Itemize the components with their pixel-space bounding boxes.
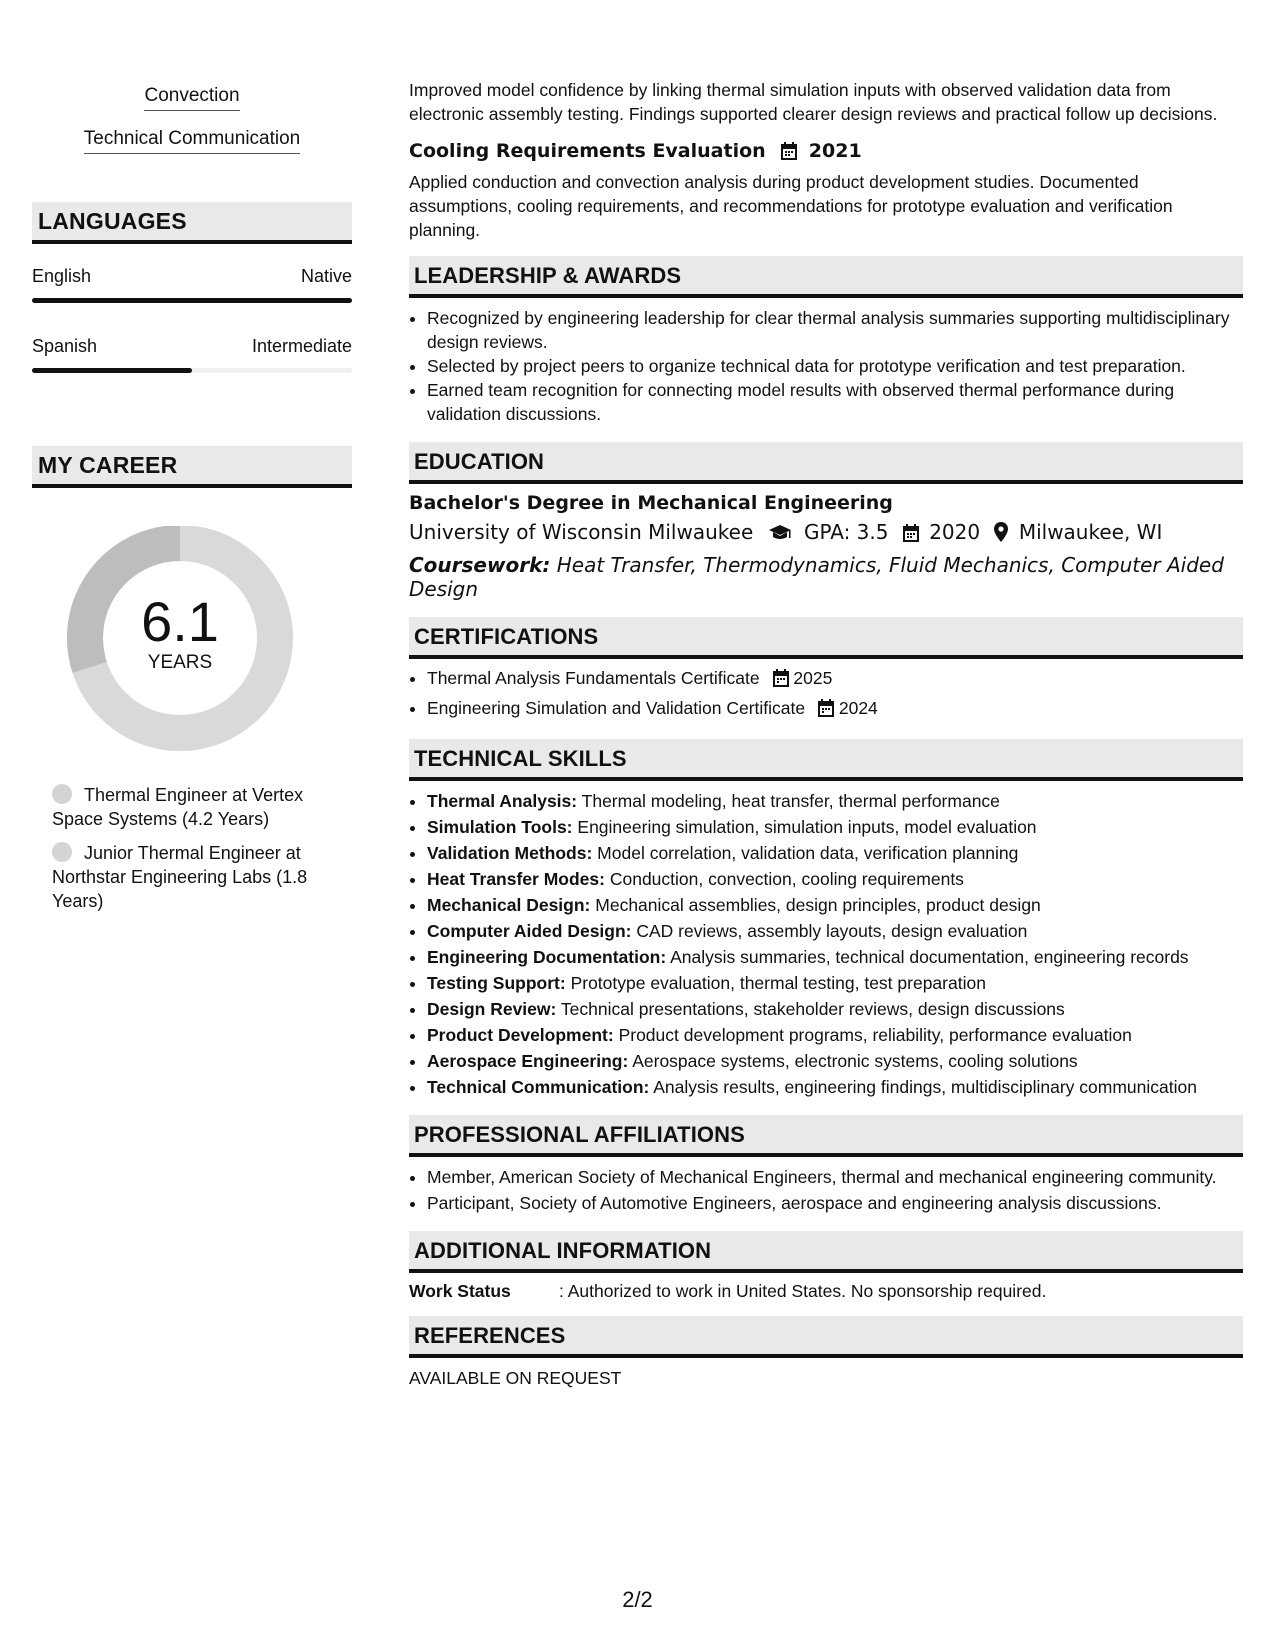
skill-item (427, 945, 1243, 969)
education-heading: EDUCATION (409, 442, 1243, 484)
location-pin-icon (994, 522, 1008, 547)
skill-label: Heat Transfer Modes: (427, 869, 605, 889)
project-summary: Improved model confidence by linking thermal simulation inputs with observed validation data from electronic assembly testing. Findings supported clearer design reviews and practical follow up decisions. (409, 80, 1218, 124)
project-title: Cooling Requirements Evaluation (409, 140, 766, 162)
list-item: • Earned team recognition for connecting model results with observed thermal performance during validation discussions. (427, 378, 1243, 426)
skill-value: Thermal modeling, heat transfer, thermal performance (581, 791, 1000, 811)
language-item (32, 336, 352, 373)
skills-heading: TECHNICAL SKILLS (409, 739, 1243, 781)
career-list (32, 783, 352, 913)
skill-label: Aerospace Engineering: (427, 1051, 629, 1071)
languages-heading: LANGUAGES (32, 202, 352, 244)
skill-label: Computer Aided Design: (427, 921, 632, 941)
project-title-row (409, 140, 1243, 166)
skill-item (427, 893, 1243, 917)
left-column (32, 0, 352, 923)
graduation-cap-icon (768, 523, 792, 547)
donut-center (80, 592, 280, 674)
project-description: Applied conduction and convection analysis during product development studies. Documented assumptions, cooling requirements, and recommendations for prototype evaluation and verification planning. (409, 172, 1173, 240)
references-text: AVAILABLE ON REQUEST (409, 1368, 622, 1388)
language-proficiency-bar (32, 368, 352, 373)
language-name: Spanish (32, 336, 98, 356)
list-item: • Selected by project peers to organize technical data for prototype verification and test preparation. (427, 354, 1243, 378)
skill-item (427, 971, 1243, 995)
affiliations-list (409, 1165, 1243, 1215)
page-number: 2/2 (622, 1587, 653, 1612)
skill-value: Analysis results, engineering findings, multidisciplinary communication (653, 1077, 1197, 1097)
skill-label: Testing Support: (427, 973, 566, 993)
list-item: • Participant, Society of Automotive Engineers, aerospace and engineering analysis discussions. (427, 1191, 1243, 1215)
right-column (409, 0, 1243, 1389)
project-year: 2021 (808, 140, 862, 162)
skill-value: Model correlation, validation data, verification planning (597, 843, 1019, 863)
skill-tag: Convection (32, 85, 352, 111)
education-details (409, 520, 1243, 547)
affiliations-heading: PROFESSIONAL AFFILIATIONS (409, 1115, 1243, 1157)
career-item: Junior Thermal Engineer at Northstar Engineering Labs (1.8 Years) (52, 843, 308, 911)
list-item: • Recognized by engineering leadership for clear thermal analysis summaries supporting multidisciplinary design reviews. (427, 306, 1243, 354)
career-total-years: 6.1 (141, 590, 219, 653)
skill-label: Design Review: (427, 999, 557, 1019)
skill-label: Mechanical Design: (427, 895, 591, 915)
calendar-icon (773, 668, 789, 695)
cert-year: 2024 (838, 698, 878, 718)
career-donut-chart (32, 526, 352, 766)
skill-value: Mechanical assemblies, design principles, product design (595, 895, 1041, 915)
coursework (409, 553, 1243, 601)
calendar-icon (903, 523, 919, 547)
skill-item (427, 841, 1243, 865)
skills-list (409, 789, 1243, 1099)
coursework-label: Coursework: (409, 553, 551, 577)
skill-label: Technical Communication: (427, 1077, 650, 1097)
skill-value: Aerospace systems, electronic systems, cooling solutions (632, 1051, 1078, 1071)
list-item: • Thermal Analysis Fundamentals Certificate 2025 (427, 665, 1243, 695)
work-status-label: Work Status (409, 1281, 511, 1301)
legend-dot (52, 784, 72, 804)
skill-item (427, 867, 1243, 891)
skill-value: Conduction, convection, cooling requirements (609, 869, 964, 889)
skill-tag: Technical Communication (32, 128, 352, 154)
certifications-heading: CERTIFICATIONS (409, 617, 1243, 659)
calendar-icon (818, 698, 834, 725)
career-years-label: YEARS (147, 652, 213, 673)
school-name: University of Wisconsin Milwaukee (409, 520, 754, 544)
skill-item (427, 1049, 1243, 1073)
skill-item (427, 815, 1243, 839)
skill-item (427, 997, 1243, 1021)
skill-value: Analysis summaries, technical documentation, engineering records (670, 947, 1189, 967)
language-proficiency-fill (32, 368, 192, 373)
education-location: Milwaukee, WI (1018, 520, 1163, 544)
cert-year: 2025 (793, 668, 833, 688)
skill-value: Engineering simulation, simulation inputs, model evaluation (577, 817, 1037, 837)
career-heading: MY CAREER (32, 446, 352, 488)
skill-value: Product development programs, reliability, performance evaluation (618, 1025, 1132, 1045)
skill-value: CAD reviews, assembly layouts, design evaluation (636, 921, 1028, 941)
references-heading: REFERENCES (409, 1316, 1243, 1358)
language-level: Native (300, 266, 352, 286)
language-proficiency-fill (32, 298, 352, 303)
legend-dot (52, 842, 72, 862)
graduation-year: 2020 (929, 520, 981, 544)
additional-info-heading: ADDITIONAL INFORMATION (409, 1231, 1243, 1273)
work-status-row (409, 1281, 1243, 1302)
skill-item (427, 919, 1243, 943)
skill-value: Technical presentations, stakeholder reviews, design discussions (560, 999, 1065, 1019)
skill-label: Thermal Analysis: (427, 791, 578, 811)
skill-label: Validation Methods: (427, 843, 593, 863)
language-item (32, 266, 352, 303)
certifications-list (409, 665, 1243, 725)
skill-label: Simulation Tools: (427, 817, 573, 837)
skill-label: Product Development: (427, 1025, 614, 1045)
language-proficiency-bar (32, 298, 352, 303)
skill-label: Engineering Documentation: (427, 947, 667, 967)
language-name: English (32, 266, 92, 286)
leadership-list (409, 306, 1243, 426)
skill-item (427, 1075, 1243, 1099)
skill-item (427, 789, 1243, 813)
skill-item (427, 1023, 1243, 1047)
language-level: Intermediate (251, 336, 352, 356)
skill-value: Prototype evaluation, thermal testing, test preparation (570, 973, 986, 993)
work-status-value: : Authorized to work in United States. No sponsorship required. (559, 1281, 1047, 1301)
gpa: GPA: 3.5 (803, 520, 889, 544)
list-item: • Member, American Society of Mechanical Engineers, thermal and mechanical engineering community. (427, 1165, 1243, 1189)
coursework-list: Heat Transfer, Thermodynamics, Fluid Mechanics, Computer Aided Design (409, 553, 1224, 601)
career-item: Thermal Engineer at Vertex Space Systems (4.2 Years) (52, 785, 304, 829)
degree-title: Bachelor's Degree in Mechanical Engineering (409, 492, 893, 514)
calendar-icon (781, 142, 797, 166)
leadership-heading: LEADERSHIP & AWARDS (409, 256, 1243, 298)
list-item: • Engineering Simulation and Validation Certificate 2024 (427, 695, 1243, 725)
